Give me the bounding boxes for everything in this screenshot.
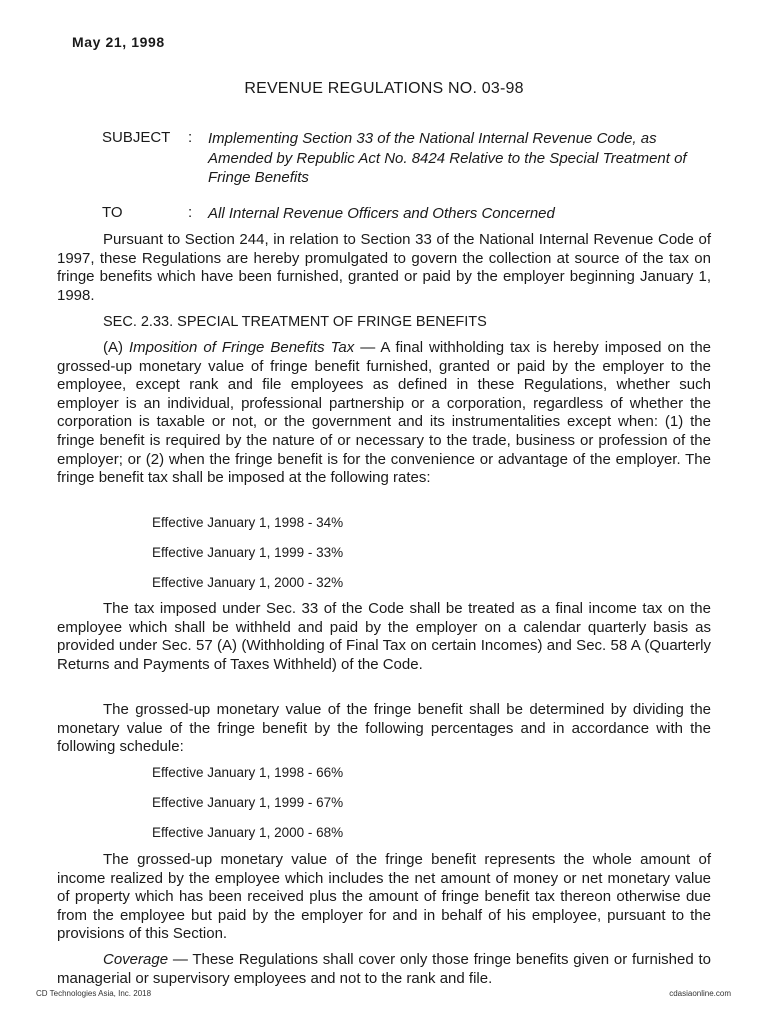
coverage-title: Coverage xyxy=(103,951,169,968)
grossup-rate-item: Effective January 1, 1998 - 66% xyxy=(152,765,344,780)
paragraph-final-tax: The tax imposed under Sec. 33 of the Code shall be treated as a final income tax on the employee which shall be withheld and paid by the employer on a calendar quarterly basis as provided under Sec. 57 (A) (Withholding of Final Tax on certain Incomes) and Sec. 58 A (Quarterly Returns and Payments of Taxes Withheld) of the Code. xyxy=(57,600,711,673)
to-colon: : xyxy=(188,204,193,221)
subject-label: SUBJECT xyxy=(102,129,171,146)
imposition-body: A final withholding tax is hereby imposed on the grossed-up monetary value of fringe benefit furnished, granted or paid by the employer to the employee, except rank and file employees as defined in these Regulations, whether such employer is an individual, professional partnership or a corporation, regardless of whether the corporation is taxable or not, or the government and its instrumentalities except when: (1) the fringe benefit is required by the nature of or necessary to the trade, business or profession of the employer; or (2) when the fringe benefit is for the convenience or advantage of the employer. The fringe benefit tax shall be imposed at the following rates: xyxy=(57,339,712,487)
tax-rate-item: Effective January 1, 1998 - 34% xyxy=(152,515,344,530)
imposition-dash: — xyxy=(354,339,381,356)
document-date: May 21, 1998 xyxy=(72,34,165,50)
paragraph-whole-amount: The grossed-up monetary value of the fringe benefit represents the whole amount of income realized by the employee which includes the net amount of money or net monetary value of property which has been received plus the amount of fringe benefit tax thereon otherwise due from the employee but paid by the employer for and in behalf of his employee, pursuant to the provisions of this Section. xyxy=(57,851,711,943)
paragraph-pursuant: Pursuant to Section 244, in relation to Section 33 of the National Internal Revenue Code of 1997, these Regulations are hereby promulgated to govern the collection at source of the tax on fringe benefits which have been furnished, granted or paid by the employer beginning January 1, 1998. xyxy=(57,231,711,304)
paragraph-imposition xyxy=(57,339,711,488)
paragraph-grossed-up: The grossed-up monetary value of the fringe benefit shall be determined by dividing the monetary value of the fringe benefit by the following percentages and in accordance with the following schedule: xyxy=(57,701,711,756)
imposition-title: Imposition of Fringe Benefits Tax xyxy=(129,339,355,356)
paragraph-coverage xyxy=(57,951,711,988)
coverage-body: These Regulations shall cover only those fringe benefits given or furnished to managerial or supervisory employees and not to the rank and file. xyxy=(57,951,711,987)
tax-rate-item: Effective January 1, 1999 - 33% xyxy=(152,545,344,560)
grossup-rate-item: Effective January 1, 1999 - 67% xyxy=(152,795,344,810)
document-title: REVENUE REGULATIONS NO. 03-98 xyxy=(244,80,524,97)
subject-text: Implementing Section 33 of the National Internal Revenue Code, as Amended by Republic Act No. 8424 Relative to the Special Treatment of Fringe Benefits xyxy=(208,130,687,186)
section-heading: SEC. 2.33. SPECIAL TREATMENT OF FRINGE BENEFITS xyxy=(103,314,487,330)
imposition-prefix: (A) xyxy=(103,339,129,356)
coverage-dash: — xyxy=(168,951,193,968)
tax-rate-item: Effective January 1, 2000 - 32% xyxy=(152,575,344,590)
footer-website: cdasiaonline.com xyxy=(669,989,731,998)
to-text: All Internal Revenue Officers and Others Concerned xyxy=(208,205,555,222)
grossup-rate-item: Effective January 1, 2000 - 68% xyxy=(152,825,344,840)
subject-colon: : xyxy=(188,129,193,146)
to-label: TO xyxy=(102,204,123,221)
footer-copyright: CD Technologies Asia, Inc. 2018 xyxy=(36,989,152,998)
